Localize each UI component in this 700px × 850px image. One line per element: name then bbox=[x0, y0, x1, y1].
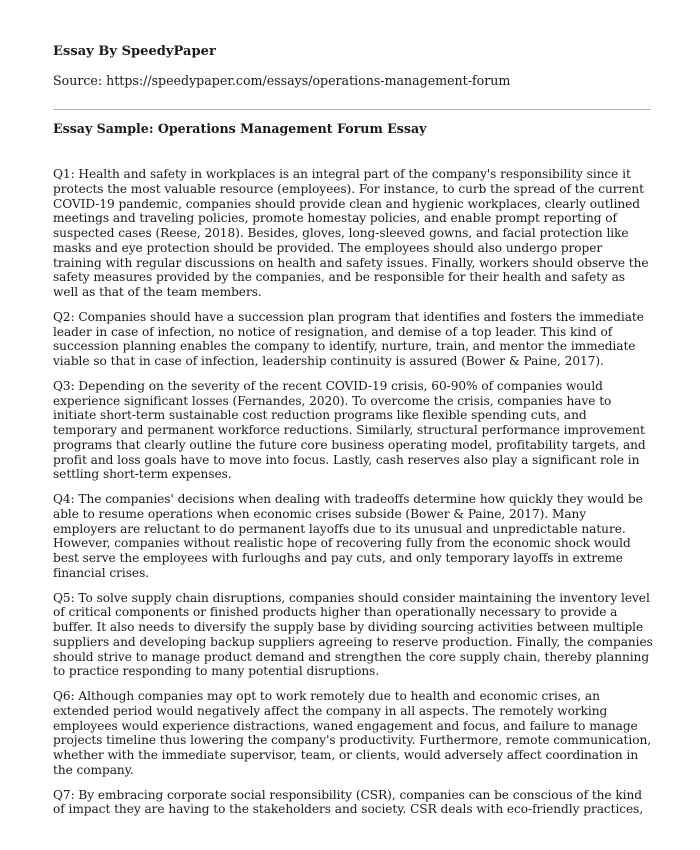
paragraph-q3: Q3: Depending on the severity of the recent COVID-19 crisis, 60-90% of companies would experience significant losses (Fernandes, 2020). To overcome the crisis, companies have to initiate short-term sustainable cost reduction programs like flexible spending cuts, and temporary and permanent workforce reductions. Similarly, structural performance improvement programs that clearly outline the future core business operating model, profitability targets, and profit and loss goals have to move into focus. Lastly, cash reserves also play a significant role in settling short-term expenses. bbox=[53, 378, 646, 482]
paragraph-q6: Q6: Although companies may opt to work remotely due to health and economic crises, an extended period would negatively affect the company in all aspects. The remotely working employees would experience distractions, waned engagement and focus, and failure to manage projects timeline thus lowering the company's productivity. Furthermore, remote communication, whether with the immediate supervisor, team, or clients, would adversely affect coordination in the company. bbox=[53, 689, 652, 777]
paragraph-q1: Q1: Health and safety in workplaces is an integral part of the company's responsibility since it protects the most valuable resource (employees). For instance, to curb the spread of the current COVID-19 pandemic, companies should provide clean and hygienic workplaces, clearly outlined meetings and traveling policies, promote homestay policies, and enable prompt reporting of suspected cases (Reese, 2018). Besides, gloves, long-sleeved gowns, and facial protection like masks and eye protection should be provided. The employees should also undergo proper training with regular discussions on health and safety issues. Finally, workers should observe the safety measures provided by the companies, and be responsible for their health and safety as well as that of the team members. bbox=[53, 167, 649, 299]
source-line: Source: https://speedypaper.com/essays/operations-management-forum bbox=[53, 73, 511, 88]
document-title: Essay By SpeedyPaper bbox=[53, 44, 216, 59]
paragraph-q2: Q2: Companies should have a succession plan program that identifies and fosters the immediate leader in case of infection, no notice of resignation, and demise of a top leader. This kind of succession planning enables the company to identify, nurture, train, and mentor the immediate viable so that in case of infection, leadership continuity is assured (Bower & Paine, 2017). bbox=[53, 309, 644, 368]
divider bbox=[53, 109, 651, 110]
paragraph-q4: Q4: The companies' decisions when dealing with tradeoffs determine how quickly they would be able to resume operations when economic crises subside (Bower & Paine, 2017). Many employers are reluctant to do permanent layoffs due to its unusual and unpredictable nature. However, companies without realistic hope of recovering fully from the economic shock would best serve the employees with furloughs and pay cuts, and only temporary layoffs in extreme financial crises. bbox=[53, 492, 643, 580]
paragraph-q7: Q7: By embracing corporate social responsibility (CSR), companies can be conscious of the kind of impact they are having to the stakeholders and society. CSR deals with eco-friendly practices, bbox=[53, 787, 644, 817]
essay-body bbox=[53, 167, 653, 827]
paragraph-q5: Q5: To solve supply chain disruptions, companies should consider maintaining the inventory level of critical components or finished products higher than operationally necessary to provide a buffer. It also needs to diversify the supply base by dividing sourcing activities between multiple suppliers and developing backup suppliers agreeing to reserve production. Finally, the companies should strive to manage product demand and strengthen the core supply chain, thereby planning to practice responding to many potential disruptions. bbox=[53, 590, 653, 679]
essay-heading: Essay Sample: Operations Management Forum Essay bbox=[53, 121, 427, 136]
page-bottom-fade bbox=[0, 828, 700, 850]
